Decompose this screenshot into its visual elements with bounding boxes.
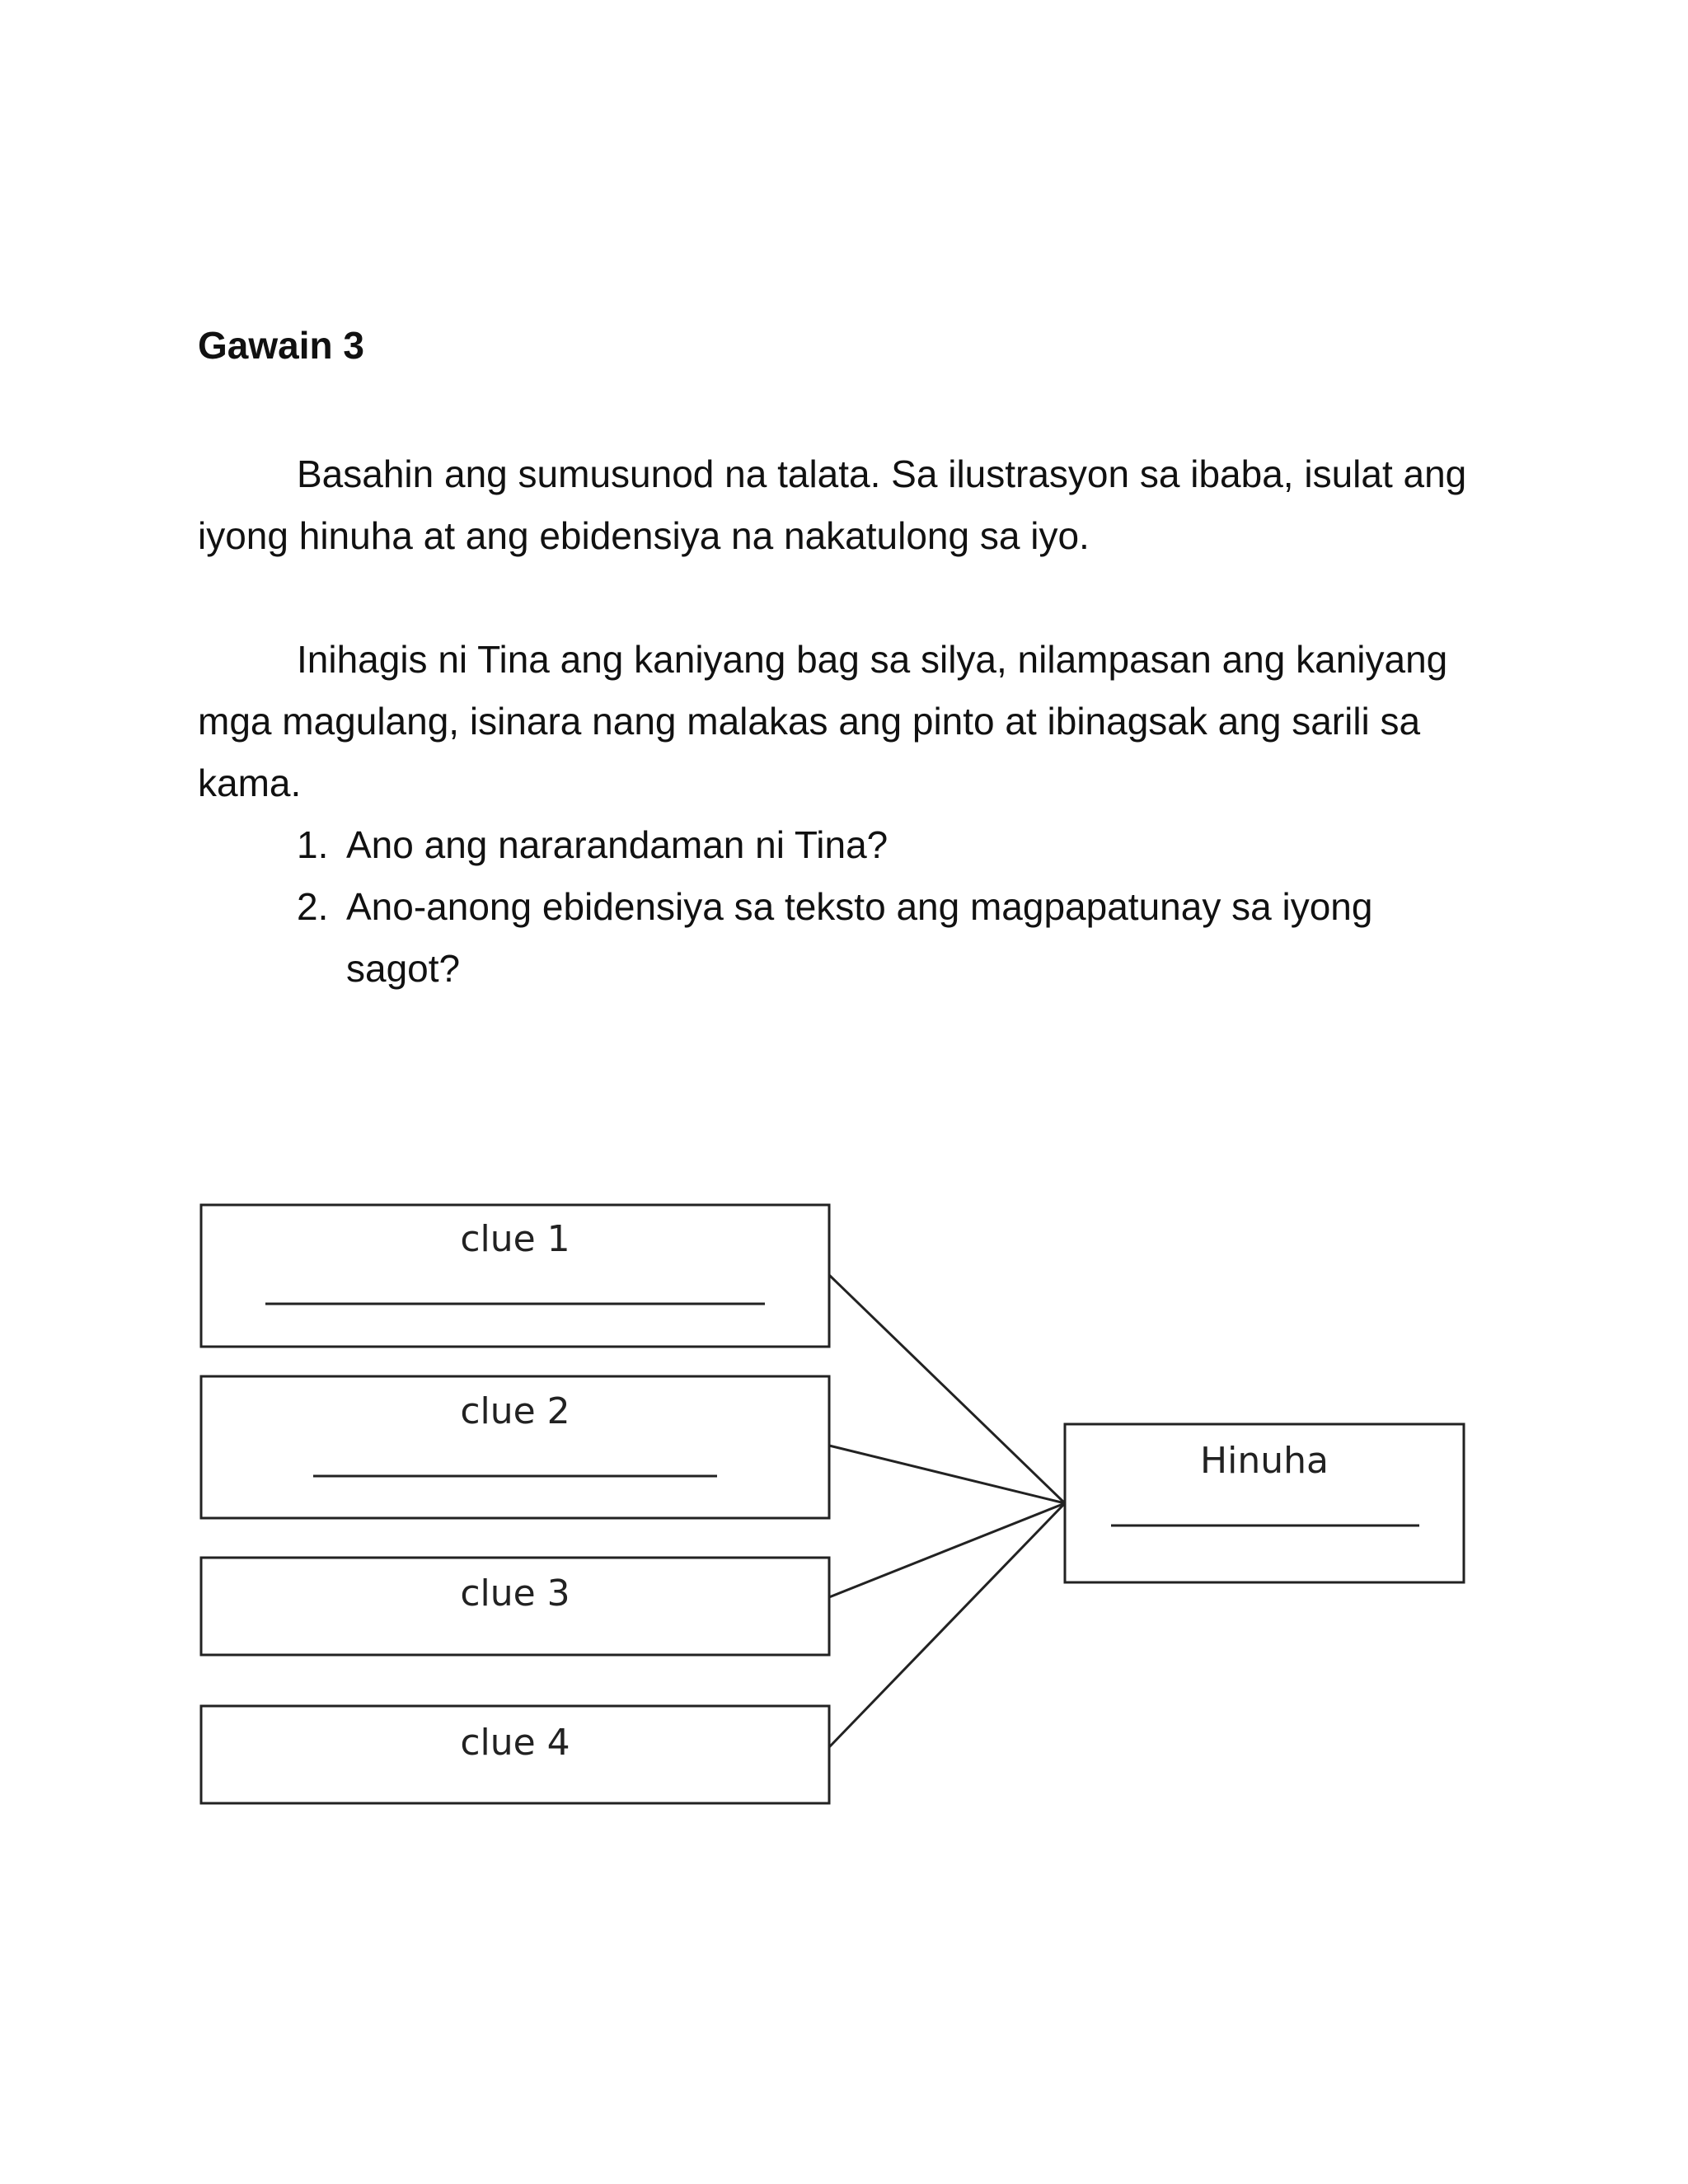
- question-number: 2.: [297, 885, 329, 928]
- clue-box-4: [201, 1706, 829, 1803]
- clue-box-1: [201, 1205, 829, 1347]
- story-passage: Inihagis ni Tina ang kaniyang bag sa silya, nilampasan ang kaniyang mga magulang, isinara nang malakas ang pinto at ibinagsak ang sarili sa kama.: [198, 638, 1448, 804]
- activity-title: Gawain 3: [198, 324, 364, 367]
- clue-box-3: [201, 1558, 829, 1655]
- clue-3-label: clue 3: [460, 1572, 570, 1615]
- clue-box-2: [201, 1376, 829, 1518]
- inference-label: Hinuha: [1200, 1440, 1329, 1482]
- inference-box: [1065, 1424, 1464, 1582]
- clue-4-label: clue 4: [460, 1722, 570, 1764]
- question-item: [297, 876, 1484, 1000]
- connector-clue-3: [829, 1503, 1065, 1597]
- connector-clue-4: [829, 1503, 1065, 1747]
- clue-2-label: clue 2: [460, 1390, 570, 1432]
- question-list: [297, 814, 1484, 1000]
- question-number: 1.: [297, 823, 329, 866]
- clue-1-label: clue 1: [460, 1218, 570, 1260]
- question-text: Ano ang nararandaman ni Tina?: [346, 823, 889, 866]
- question-text: Ano-anong ebidensiya sa teksto ang magpapatunay sa iyong sagot?: [346, 885, 1373, 990]
- connector-clue-1: [829, 1275, 1065, 1503]
- question-item: [297, 814, 1484, 876]
- instructions-paragraph: Basahin ang sumusunod na talata. Sa ilustrasyon sa ibaba, isulat ang iyong hinuha at ang ebidensiya na nakatulong sa iyo.: [198, 452, 1467, 557]
- connector-clue-2: [829, 1446, 1065, 1503]
